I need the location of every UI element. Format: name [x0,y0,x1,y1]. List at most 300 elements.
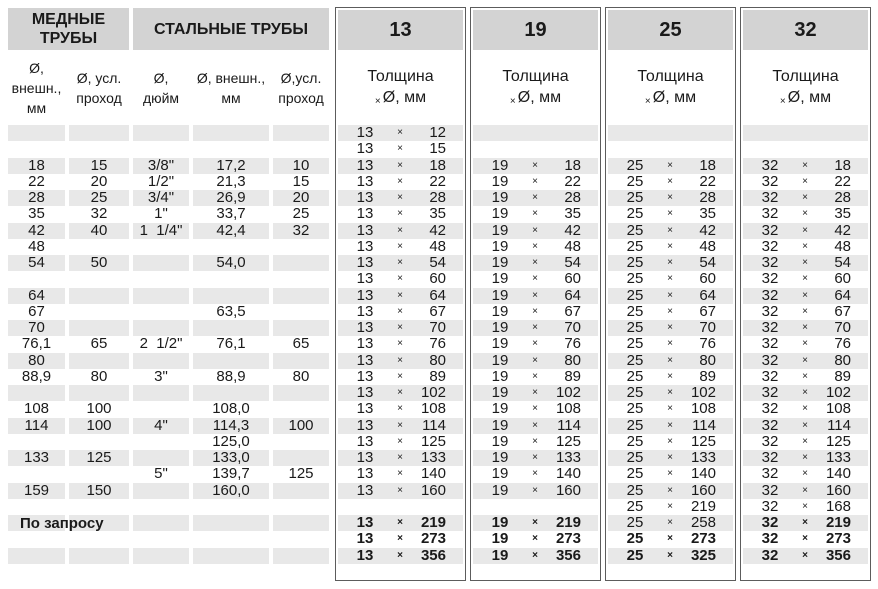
pipe-diameter-value: 102 [690,384,716,402]
pipe-diameter-value: 42 [564,221,581,239]
insulation-thickness-value: 19 [491,449,509,467]
size-row [473,434,598,450]
insulation-thickness-value: 19 [491,172,509,190]
thickness-size-header [743,10,868,50]
header-label-line: Ø, усл. [76,69,122,86]
copper-nominal-bore-cell [69,125,129,141]
table-row [8,174,329,190]
table-row [8,336,329,352]
thickness-size-header [338,10,463,50]
insulation-thickness-value: 25 [626,205,644,223]
pipe-diameter-value: 70 [834,319,851,337]
times-sign: × [397,484,403,496]
insulation-thickness-value: 19 [491,416,509,434]
insulation-thickness-value: 19 [491,189,509,207]
insulation-thickness-value: 13 [356,546,374,564]
table-row [8,353,329,369]
pipe-diameter-value: 35 [564,205,581,223]
pipe-diameter-value: 22 [564,172,581,190]
steel-inch-size-cell [133,401,189,417]
pipe-diameter-value: 125 [825,432,851,450]
size-row [743,531,868,547]
size-row [608,190,733,206]
copper-outer-diameter-cell [8,548,65,564]
pipe-diameter-value: 356 [420,546,446,564]
insulation-thickness-value: 32 [761,384,779,402]
pipe-diameter-value: 48 [834,237,851,255]
copper-nominal-bore-cell: 65 [90,335,108,353]
size-row [608,320,733,336]
thickness-size-value: 13 [389,18,412,41]
table-row [8,369,329,385]
insulation-thickness-value: 13 [356,270,374,288]
insulation-thickness-value: 32 [761,172,779,190]
times-sign: × [802,208,808,220]
pipe-diameter-value: 160 [420,481,446,499]
copper-outer-diameter-cell: 28 [8,190,65,206]
thickness-rows [743,125,868,580]
copper-nominal-bore-cell: 32 [90,205,108,223]
times-sign: × [397,159,403,171]
steel-nominal-bore-cell: 15 [292,172,310,190]
pipe-diameter-value: 18 [429,156,446,174]
pipe-diameter-value: 22 [699,172,716,190]
insulation-thickness-value: 32 [761,156,779,174]
pipe-diameter-value: 67 [834,302,851,320]
times-sign: × [802,224,808,236]
header-label-line: дюйм [142,89,180,106]
times-sign: × [397,435,403,447]
insulation-thickness-value: 19 [491,530,509,548]
size-row [473,223,598,239]
table-row [8,288,329,304]
size-row [743,434,868,450]
pipe-diameter-value: 102 [420,384,446,402]
empty-row [743,141,868,157]
times-sign: × [667,338,673,350]
size-row [338,255,463,271]
size-row [473,320,598,336]
times-sign: × [397,175,403,187]
times-sign: × [397,240,403,252]
steel-nominal-bore-cell: 80 [292,367,310,385]
size-row [743,499,868,515]
pipe-diameter-value: 22 [429,172,446,190]
size-row [608,466,733,482]
size-row [338,190,463,206]
steel-inch-size-cell [133,385,189,401]
thickness-size-value: 19 [524,18,547,41]
insulation-thickness-value: 13 [356,189,374,207]
table-row [8,483,329,499]
size-row [338,531,463,547]
pipe-diameter-value: 18 [834,156,851,174]
steel-outer-diameter-cell: 139,7 [212,465,250,483]
insulation-thickness-value: 32 [761,221,779,239]
times-sign: × [532,435,538,447]
insulation-thickness-value: 25 [626,286,644,304]
copper-outer-diameter-cell [8,141,65,157]
pipe-diameter-value: 60 [834,270,851,288]
size-row [608,385,733,401]
pipe-diameter-value: 219 [555,514,581,532]
times-sign: × [667,192,673,204]
insulation-thickness-value: 25 [626,530,644,548]
times-sign: × [397,208,403,220]
thickness-rows [338,125,463,580]
pipe-diameter-value: 108 [690,400,716,418]
pipe-diameter-value: 89 [834,367,851,385]
steel-inch-size-cell [133,515,189,531]
header-title-line: СТАЛЬНЫЕ ТРУБЫ [153,20,309,38]
insulation-thickness-value: 32 [761,254,779,272]
copper-outer-diameter-cell [8,434,65,450]
copper-nominal-bore-cell [69,548,129,564]
steel-nominal-bore-cell [273,320,329,336]
pipe-diameter-value: 54 [429,254,446,272]
size-row [473,515,598,531]
steel-inch-size-cell: 3/4" [133,190,189,206]
pipe-diameter-value: 18 [699,156,716,174]
size-row [338,141,463,157]
pipe-diameter-value: 64 [699,286,716,304]
pipe-diameter-value: 133 [420,449,446,467]
insulation-thickness-value: 32 [761,481,779,499]
pipe-diameter-value: 325 [690,546,716,564]
times-sign: × [532,192,538,204]
copper-outer-diameter-cell [8,499,65,515]
times-sign: × [667,484,673,496]
insulation-thickness-value: 25 [626,270,644,288]
table-row [8,190,329,206]
size-row [743,418,868,434]
pipe-diameter-value: 80 [429,351,446,369]
insulation-thickness-value: 13 [356,530,374,548]
pipe-diameter-value: 140 [555,465,581,483]
size-row [473,190,598,206]
insulation-thickness-value: 32 [761,270,779,288]
pipe-diameter-value: 76 [699,335,716,353]
steel-nominal-bore-cell [273,450,329,466]
size-row [608,548,733,564]
table-row [8,418,329,434]
steel-nominal-bore-cell [273,353,329,369]
insulation-thickness-value: 32 [761,319,779,337]
insulation-thickness-value: 25 [626,481,644,499]
copper-nominal-bore-cell: 40 [69,223,129,239]
pipe-diameter-value: 160 [825,481,851,499]
times-sign: × [667,370,673,382]
table-row [8,450,329,466]
times-sign: × [397,517,403,529]
size-row [743,190,868,206]
copper-outer-diameter-cell: 159 [8,483,65,499]
size-row [608,206,733,222]
steel-nominal-bore-cell [273,515,329,531]
size-row [608,288,733,304]
insulation-thickness-value: 19 [491,286,509,304]
copper-outer-diameter-cell: 22 [28,172,45,190]
times-sign: × [532,549,538,561]
times-sign: × [532,403,538,415]
header-title-line: МЕДНЫЕ [31,11,106,28]
times-sign: × [532,419,538,431]
size-row [338,158,463,174]
diameter-unit-label: Ø, мм [517,88,562,106]
times-sign: × [802,338,808,350]
times-sign: × [532,468,538,480]
steel-outer-diameter-cell [193,320,269,336]
steel-inch-size-cell: 2 1/2" [139,335,183,353]
pipe-diameter-value: 35 [834,205,851,223]
insulation-thickness-value: 25 [626,319,644,337]
pipe-diameter-value: 108 [420,400,446,418]
pipe-diameter-value: 64 [834,286,851,304]
pipe-diameter-value: 76 [834,335,851,353]
copper-outer-diameter-cell [8,466,65,482]
insulation-thickness-value: 25 [626,546,644,564]
thickness-size-value: 25 [659,18,682,41]
times-sign: × [802,452,808,464]
size-row [338,515,463,531]
times-sign: × [802,484,808,496]
size-row [608,353,733,369]
steel-outer-diameter-cell: 63,5 [216,302,246,320]
size-row [338,320,463,336]
insulation-thickness-value: 32 [761,351,779,369]
times-sign: × [667,224,673,236]
copper-nominal-bore-cell [69,320,129,336]
times-sign: × [667,273,673,285]
pipe-diameter-value: 133 [555,449,581,467]
times-sign: × [802,354,808,366]
times-sign: × [802,435,808,447]
dimension-format-label [375,87,426,110]
times-sign: × [532,387,538,399]
copper-outer-diameter-cell [8,531,65,547]
times-sign: × [802,517,808,529]
steel-nominal-bore-cell [273,483,329,499]
times-sign: × [802,549,808,561]
table-row [8,206,329,222]
pipe-diameter-value: 28 [699,189,716,207]
steel-outer-diameter-cell: 133,0 [193,450,269,466]
thickness-panel [335,7,466,581]
steel-inch-size-cell [133,255,189,271]
pipe-diameter-value: 64 [429,286,446,304]
size-row [338,369,463,385]
size-row [743,450,868,466]
size-row [743,369,868,385]
pipe-diameter-value: 114 [422,416,446,434]
steel-nominal-bore-cell: 25 [292,205,310,223]
size-row [473,304,598,320]
size-row [473,466,598,482]
insulation-thickness-value: 13 [356,481,374,499]
steel-inch-size-cell: 1" [154,205,168,223]
pipe-diameter-value: 76 [564,335,581,353]
steel-outer-diameter-cell [193,385,269,401]
empty-row [608,564,733,580]
insulation-thickness-value: 13 [356,156,374,174]
size-row [743,255,868,271]
size-row [743,515,868,531]
copper-outer-diameter-cell [8,385,65,401]
steel-nominal-bore-cell: 32 [273,223,329,239]
times-sign: × [779,95,786,107]
pipe-diameter-value: 273 [825,530,851,548]
steel-outer-diameter-cell: 54,0 [193,255,269,271]
steel-outer-diameter-header [193,50,269,125]
copper-nominal-bore-cell: 80 [90,367,108,385]
pipe-diameter-value: 60 [564,270,581,288]
times-sign: × [802,273,808,285]
pipe-diameter-value: 70 [429,319,446,337]
times-sign: × [667,159,673,171]
thickness-label: Толщина [502,67,569,85]
pipe-diameter-value: 48 [564,237,581,255]
thickness-rows [608,125,733,580]
times-sign: × [667,354,673,366]
pipe-diameter-value: 60 [699,270,716,288]
table-row [8,141,329,157]
pipe-diameter-value: 67 [429,302,446,320]
times-sign: × [397,127,403,139]
size-row [473,288,598,304]
insulation-thickness-value: 25 [626,514,644,532]
pipe-diameter-value: 114 [557,416,581,434]
times-sign: × [532,533,538,545]
times-sign: × [397,387,403,399]
size-row [608,418,733,434]
pipe-diameter-value: 108 [555,400,581,418]
insulation-thickness-value: 19 [491,546,509,564]
pipe-diameter-value: 219 [690,497,716,515]
copper-outer-diameter-cell [8,271,65,287]
times-sign: × [397,305,403,317]
table-row [8,271,329,287]
header-title-line: ТРУБЫ [39,30,98,47]
pipe-diameter-value: 28 [834,189,851,207]
insulation-thickness-value: 32 [761,205,779,223]
thickness-subheader [741,50,870,125]
empty-row [743,564,868,580]
steel-nominal-bore-cell [273,239,329,255]
copper-nominal-bore-cell [69,466,129,482]
steel-outer-diameter-cell [193,239,269,255]
size-row [473,239,598,255]
steel-nominal-bore-cell [273,531,329,547]
insulation-thickness-value: 25 [626,497,644,515]
insulation-thickness-value: 25 [626,172,644,190]
insulation-thickness-value: 13 [356,237,374,255]
pipe-diameter-value: 42 [429,221,446,239]
size-row [473,271,598,287]
steel-nominal-bore-cell: 125 [288,465,314,483]
dimension-format-label [780,87,831,110]
pipe-diameter-value: 168 [825,497,851,515]
dimension-format-label [645,87,696,110]
steel-nominal-bore-cell [273,434,329,450]
times-sign: × [667,452,673,464]
thickness-size-header [608,10,733,50]
copper-outer-diameter-cell: 48 [28,237,45,255]
copper-nominal-bore-cell: 20 [90,172,108,190]
size-row [608,271,733,287]
size-row [338,466,463,482]
size-row [743,206,868,222]
header-label-line: Ø, [153,69,169,86]
empty-row [338,564,463,580]
header-label-line: проход [76,89,122,106]
steel-outer-diameter-cell: 114,3 [193,418,269,434]
times-sign: × [802,159,808,171]
pipe-diameter-value: 18 [564,156,581,174]
copper-outer-diameter-cell: 64 [8,288,65,304]
times-sign: × [397,354,403,366]
copper-outer-diameter-cell [8,125,65,141]
pipe-diameter-value: 35 [429,205,446,223]
copper-nominal-bore-header [69,50,129,125]
insulation-thickness-value: 25 [626,189,644,207]
steel-inch-size-header [133,50,189,125]
insulation-thickness-value: 32 [761,416,779,434]
steel-outer-diameter-cell: 21,3 [216,172,246,190]
dimension-format-label [510,87,561,110]
steel-inch-size-cell [133,320,189,336]
pipe-diameter-value: 356 [825,546,851,564]
copper-nominal-bore-cell: 150 [69,483,129,499]
insulation-thickness-value: 13 [356,465,374,483]
insulation-thickness-value: 19 [491,432,509,450]
pipe-diameter-value: 258 [690,514,716,532]
times-sign: × [667,517,673,529]
insulation-thickness-value: 32 [761,546,779,564]
insulation-thickness-value: 25 [626,351,644,369]
copper-outer-diameter-cell: 133 [8,450,65,466]
insulation-thickness-value: 13 [356,302,374,320]
header-label-line: Ø, [29,59,44,76]
table-row [8,239,329,255]
times-sign: × [532,257,538,269]
times-sign: × [802,403,808,415]
insulation-thickness-value: 13 [356,384,374,402]
insulation-thickness-value: 32 [761,286,779,304]
copper-outer-diameter-cell: 67 [28,302,45,320]
insulation-thickness-value: 13 [356,254,374,272]
size-row [473,158,598,174]
insulation-thickness-value: 13 [356,449,374,467]
insulation-thickness-value: 13 [356,400,374,418]
times-sign: × [532,322,538,334]
steel-outer-diameter-cell: 33,7 [216,205,246,223]
pipe-diameter-value: 273 [420,530,446,548]
steel-outer-diameter-cell [193,515,269,531]
insulation-thickness-value: 13 [356,140,374,158]
steel-outer-diameter-cell [193,531,269,547]
times-sign: × [397,370,403,382]
pipe-diameter-value: 28 [564,189,581,207]
size-row [743,158,868,174]
pipe-diameter-value: 80 [564,351,581,369]
copper-pipes-header [8,8,129,50]
empty-row [473,141,598,157]
times-sign: × [397,257,403,269]
pipe-diameter-value: 80 [834,351,851,369]
insulation-thickness-value: 13 [356,286,374,304]
size-row [608,174,733,190]
size-row [743,304,868,320]
